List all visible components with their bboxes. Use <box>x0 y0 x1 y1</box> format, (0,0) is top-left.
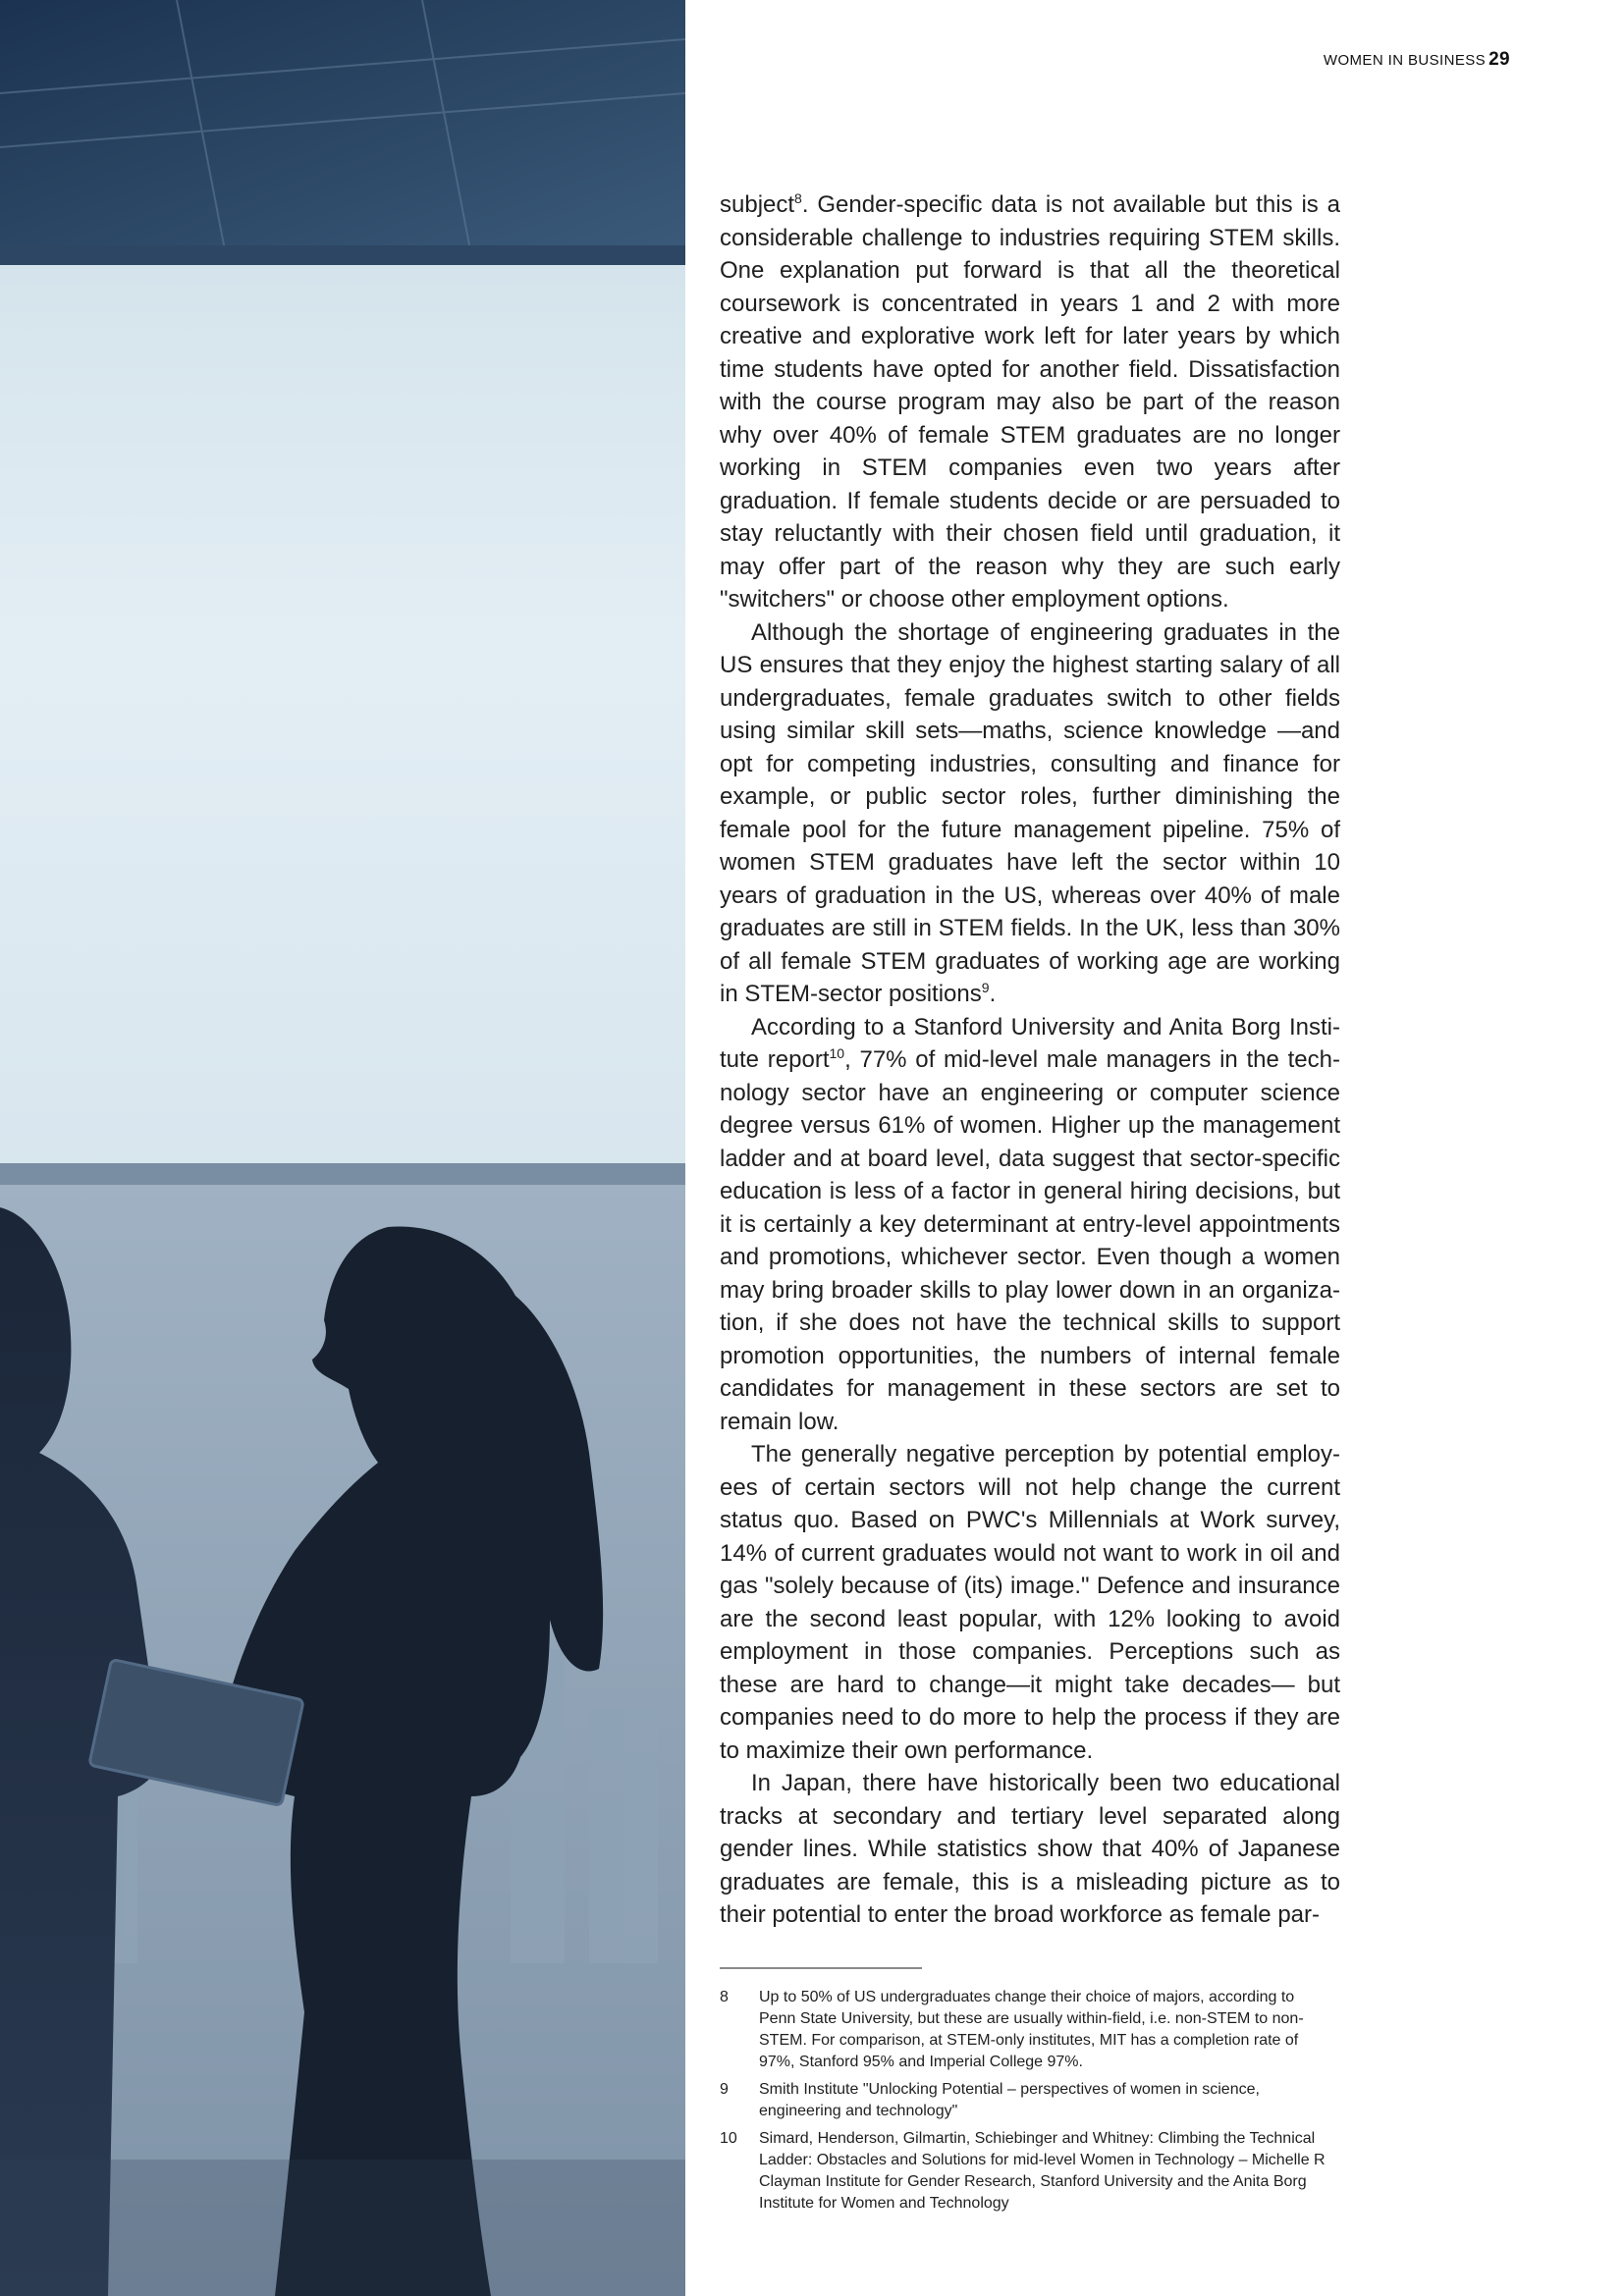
p3-text-end: , 77% of mid-level male managers in the technology sector have an engineering or computer science degree versus 61% of women. Higher up the management ladder and at board level, data suggest that sector-specific education is less of a factor in general hiring decisions, but it is certainly a key determinant at entry-level appointments and promotions, whichever sector. Even though a women may bring broader skills to play lower down in an organization, if she does not have the technical skills to support promotion opportunities, the numbers of internal female candidates for management in these sectors are set to remain low. <box>720 1046 1340 1435</box>
cover-photo <box>0 0 685 2296</box>
paragraph-3 <box>720 1011 1340 1439</box>
running-header <box>1286 49 1510 71</box>
paragraph-1 <box>720 188 1340 616</box>
page-number: 29 <box>1489 49 1510 70</box>
footnote-ref-8: 8 <box>794 190 802 206</box>
footnotes <box>720 1987 1328 2220</box>
footnote-number: 8 <box>720 1989 729 2005</box>
footnote-ref-9: 9 <box>981 980 990 995</box>
footnote-ref-10: 10 <box>829 1045 845 1061</box>
p1-text-start: subject <box>720 191 795 218</box>
paragraph-5: In Japan, there have historically been two educational tracks at secondary and tertiary level separated along gender lines. While statistics show that 40% of Japanese graduates are female, this is a misleading picture as to their potential to enter the broad workforce as female par- <box>720 1770 1340 1928</box>
paragraph-4: The generally negative perception by potential employees of certain sectors will not help change the current status quo. Based on PWC's Millennials at Work survey, 14% of current graduates would not want to work in oil and gas "solely because of (its) image." Defence and insurance are the second least popular, with 12% looking to avoid employment in those companies. Perceptions such as these are hard to change—it might take decades— but companies need to do more to help the process if they are to maximize their own performance. <box>720 1441 1340 1764</box>
footnote-8 <box>720 1987 1328 2073</box>
p2-text-start: Although the shortage of engineering graduates in the US ensures that they enjoy the highest starting salary of all undergraduates, female graduates switch to other fields using similar skill sets—maths, science knowledge —and opt for competing industries, consulting and finance for example, or public sector roles, further diminishing the female pool for the future management pipeline. 75% of women STEM graduates have left the sector within 10 years of graduation in the US, whereas over 40% of male graduates are still in STEM fields. In the UK, less than 30% of all female STEM graduates of working age are working in STEM-sector positions <box>720 618 1340 1007</box>
p1-text-end: . Gender-specific data is not available but this is a considerable challenge to industries requiring STEM skills. One explanation put forward is that all the theoretical coursework is concentrated in years 1 and 2 with more creative and explorative work left for later years by which time students have opted for another field. Dissatisfaction with the course program may also be part of the reason why over 40% of female STEM graduates are no longer working in STEM companies even two years after graduation. If female students decide or are persuaded to stay reluctantly with their chosen field until graduation, it may offer part of the reason why they are such early "switchers" or choose other employment options. <box>720 191 1340 613</box>
p2-text-end: . <box>989 981 997 1007</box>
office-silhouette-illustration <box>0 0 685 2296</box>
footnote-number: 9 <box>720 2081 729 2098</box>
window-frame-top <box>0 245 685 265</box>
footnote-10 <box>720 2128 1328 2215</box>
footnote-text: Up to 50% of US undergraduates change their choice of majors, according to Penn State University, but these are usually within-field, i.e. non-STEM to non-STEM. For comparison, at STEM-only institutes, MIT has a completion rate of 97%, Stanford 95% and Imperial College 97%. <box>759 1989 1304 2070</box>
article-body <box>720 188 1340 1932</box>
p3-text-start: According to a Stanford University and Anita Borg Institute report <box>720 1013 1340 1073</box>
paragraph-2 <box>720 616 1340 1011</box>
window-frame-mid <box>0 1163 685 1185</box>
footnote-text: Smith Institute "Unlocking Potential – perspectives of women in science, engineering and technology" <box>759 2081 1260 2119</box>
footnote-number: 10 <box>720 2130 737 2147</box>
ceiling <box>0 0 685 255</box>
footnote-divider <box>720 1967 922 1969</box>
footnote-text: Simard, Henderson, Gilmartin, Schiebinger and Whitney: Climbing the Technical Ladder: Obstacles and Solutions for mid-level Women in Technology – Michelle R Clayman Institute for Gender Research, Stanford University and the Anita Borg Institute for Women and Technology <box>759 2130 1326 2212</box>
section-title: WOMEN IN BUSINESS <box>1323 52 1487 69</box>
footnote-9 <box>720 2079 1328 2122</box>
